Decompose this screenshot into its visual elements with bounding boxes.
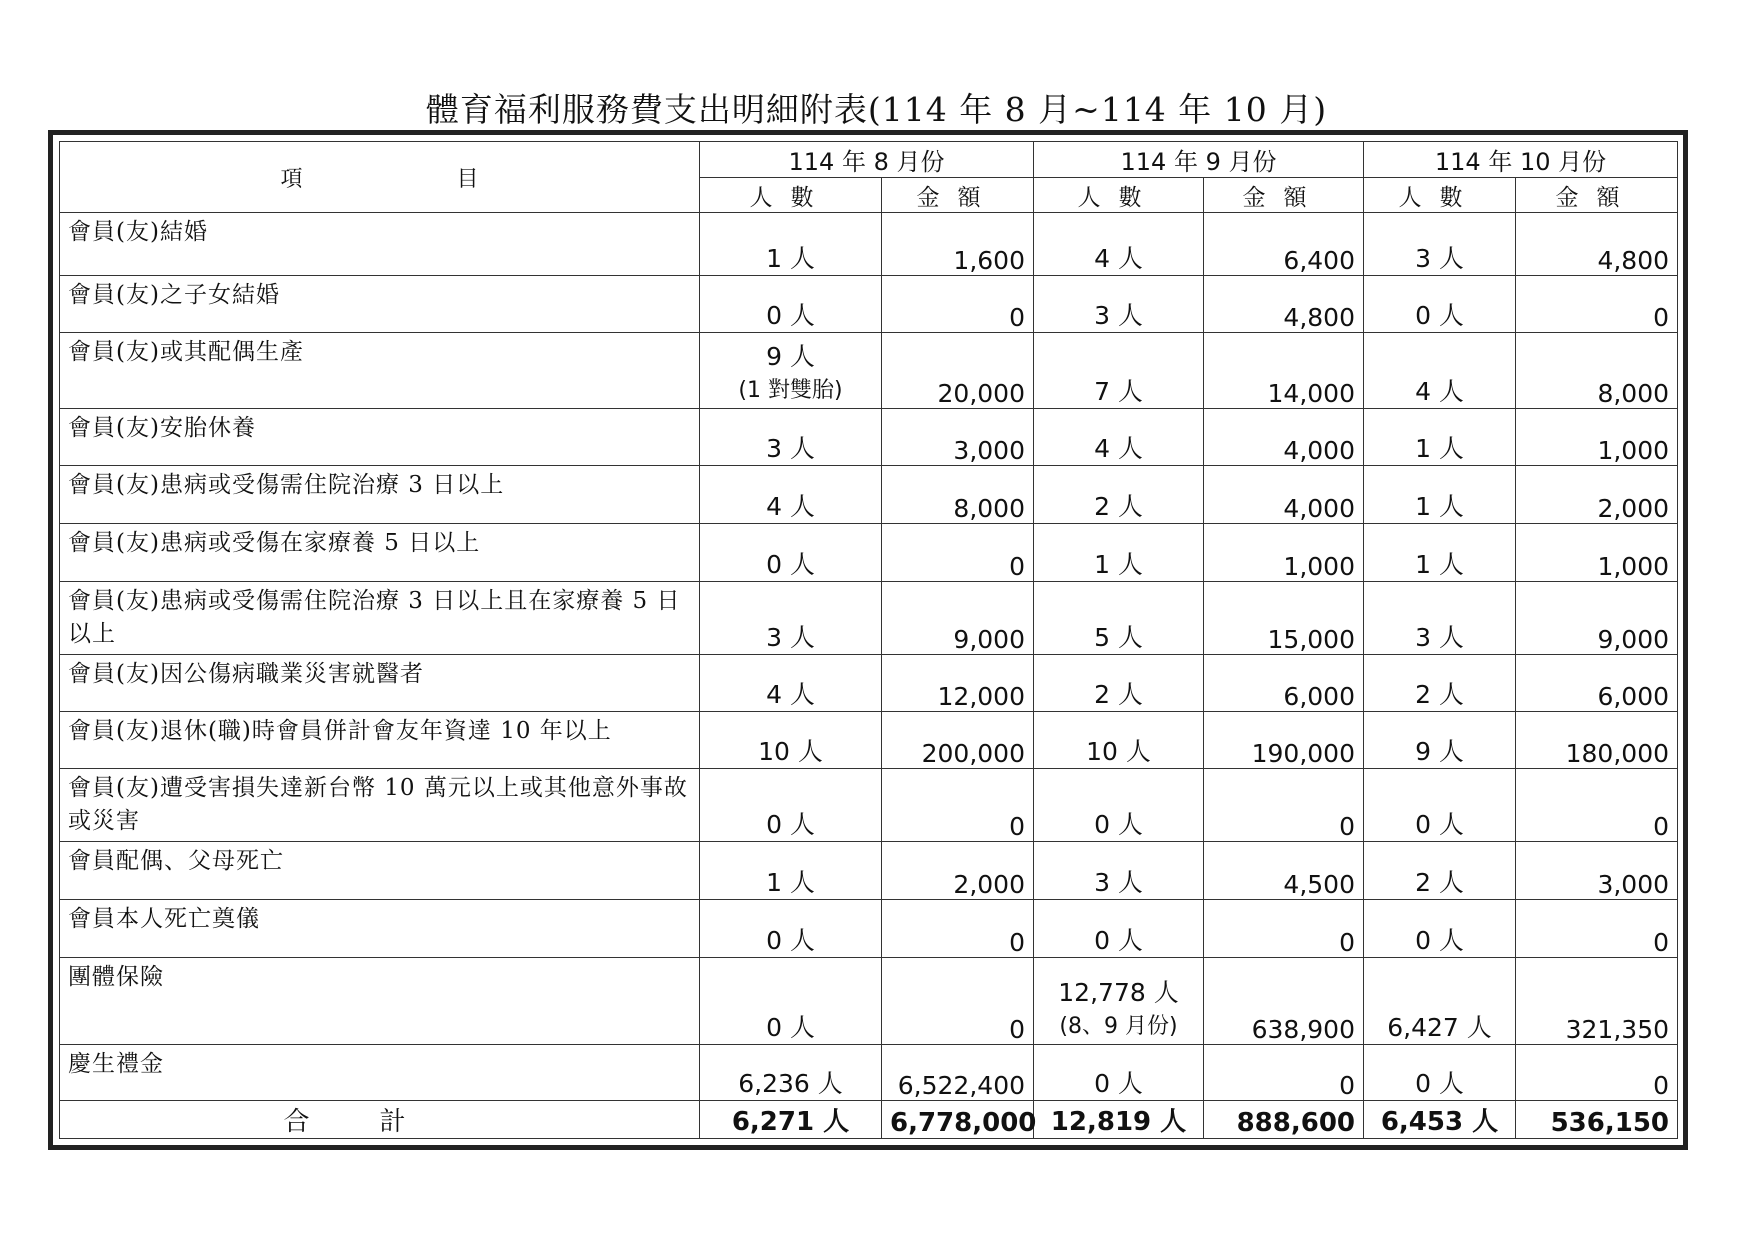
- row-item-label: 會員(友)退休(職)時會員併計會友年資達 10 年以上: [60, 712, 700, 769]
- count-oct: 1 人: [1364, 466, 1516, 524]
- row-item-label: 會員(友)結婚: [60, 213, 700, 276]
- amount-sep: 638,900: [1204, 957, 1364, 1044]
- table-row: [60, 712, 1678, 769]
- table-row: [60, 768, 1678, 841]
- amount-sep: 1,000: [1204, 524, 1364, 582]
- total-amount-sep: 888,600: [1204, 1101, 1364, 1139]
- amount-header: 金額: [1204, 178, 1364, 213]
- amount-aug: 9,000: [882, 582, 1034, 655]
- count-header: 人數: [1034, 178, 1204, 213]
- amount-oct: 1,000: [1516, 524, 1678, 582]
- amount-oct: 9,000: [1516, 582, 1678, 655]
- count-sep: 3 人: [1034, 276, 1204, 333]
- amount-aug: 0: [882, 276, 1034, 333]
- table-row: [60, 655, 1678, 712]
- table-body: [60, 213, 1678, 1101]
- count-sep: 2 人: [1034, 466, 1204, 524]
- amount-oct: 2,000: [1516, 466, 1678, 524]
- period-header-oct: 114 年 10 月份: [1364, 142, 1678, 178]
- row-item-label: 會員(友)或其配偶生產: [60, 333, 700, 408]
- amount-aug: 3,000: [882, 408, 1034, 466]
- amount-aug: 200,000: [882, 712, 1034, 769]
- amount-header: 金額: [882, 178, 1034, 213]
- amount-sep: 15,000: [1204, 582, 1364, 655]
- total-count-aug: 6,271 人: [700, 1101, 882, 1139]
- count-aug: 4 人: [700, 466, 882, 524]
- table-row: [60, 213, 1678, 276]
- count-oct: 3 人: [1364, 582, 1516, 655]
- count-oct: 0 人: [1364, 276, 1516, 333]
- amount-aug: 6,522,400: [882, 1045, 1034, 1101]
- total-count-sep: 12,819 人: [1034, 1101, 1204, 1139]
- count-oct: 9 人: [1364, 712, 1516, 769]
- count-aug: 0 人: [700, 899, 882, 957]
- amount-sep: 6,000: [1204, 655, 1364, 712]
- count-oct: 0 人: [1364, 899, 1516, 957]
- count-aug: 0 人: [700, 524, 882, 582]
- amount-sep: 6,400: [1204, 213, 1364, 276]
- count-sep: 7 人: [1034, 333, 1204, 408]
- amount-oct: 0: [1516, 768, 1678, 841]
- row-item-label: 團體保險: [60, 957, 700, 1044]
- count-oct: 1 人: [1364, 408, 1516, 466]
- row-item-label: 會員(友)患病或受傷需住院治療 3 日以上且在家療養 5 日以上: [60, 582, 700, 655]
- count-sep: 4 人: [1034, 213, 1204, 276]
- amount-oct: 3,000: [1516, 842, 1678, 900]
- amount-sep: 4,000: [1204, 408, 1364, 466]
- table-row: [60, 276, 1678, 333]
- count-sep: 0 人: [1034, 768, 1204, 841]
- row-item-label: 會員(友)患病或受傷在家療養 5 日以上: [60, 524, 700, 582]
- row-item-label: 會員(友)遭受害損失達新台幣 10 萬元以上或其他意外事故或災害: [60, 768, 700, 841]
- total-label: 合計: [60, 1101, 700, 1139]
- period-header-sep: 114 年 9 月份: [1034, 142, 1364, 178]
- amount-sep: 0: [1204, 768, 1364, 841]
- count-sep: 5 人: [1034, 582, 1204, 655]
- table-row: [60, 1045, 1678, 1101]
- count-oct: 4 人: [1364, 333, 1516, 408]
- amount-oct: 180,000: [1516, 712, 1678, 769]
- amount-aug: 0: [882, 899, 1034, 957]
- amount-oct: 1,000: [1516, 408, 1678, 466]
- count-header: 人數: [1364, 178, 1516, 213]
- row-item-label: 會員(友)因公傷病職業災害就醫者: [60, 655, 700, 712]
- total-amount-oct: 536,150: [1516, 1101, 1678, 1139]
- amount-oct: 0: [1516, 276, 1678, 333]
- amount-sep: 4,500: [1204, 842, 1364, 900]
- expense-table-frame: [48, 130, 1688, 1150]
- amount-aug: 0: [882, 768, 1034, 841]
- count-header: 人數: [700, 178, 882, 213]
- amount-sep: 0: [1204, 899, 1364, 957]
- row-item-label: 會員配偶、父母死亡: [60, 842, 700, 900]
- count-aug-value: 9 人: [766, 341, 815, 371]
- item-column-header: 項 目: [60, 142, 700, 213]
- count-sep: 1 人: [1034, 524, 1204, 582]
- count-aug: 3 人: [700, 408, 882, 466]
- count-aug: 10 人: [700, 712, 882, 769]
- total-amount-aug: 6,778,000: [882, 1101, 1034, 1139]
- count-oct: 2 人: [1364, 842, 1516, 900]
- count-sep: 0 人: [1034, 899, 1204, 957]
- amount-oct: 0: [1516, 1045, 1678, 1101]
- count-aug-note: (1 對雙胎): [738, 377, 843, 403]
- count-aug: 0 人: [700, 957, 882, 1044]
- count-sep-value: 12,778 人: [1058, 978, 1179, 1008]
- amount-aug: 20,000: [882, 333, 1034, 408]
- amount-aug: 2,000: [882, 842, 1034, 900]
- count-oct: 3 人: [1364, 213, 1516, 276]
- row-item-label: 會員(友)之子女結婚: [60, 276, 700, 333]
- table-row: [60, 466, 1678, 524]
- amount-oct: 4,800: [1516, 213, 1678, 276]
- count-aug: 0 人: [700, 768, 882, 841]
- amount-oct: 6,000: [1516, 655, 1678, 712]
- amount-header: 金額: [1516, 178, 1678, 213]
- expense-table: [59, 141, 1678, 1139]
- count-oct: 6,427 人: [1364, 957, 1516, 1044]
- period-header-aug: 114 年 8 月份: [700, 142, 1034, 178]
- row-item-label: 會員(友)安胎休養: [60, 408, 700, 466]
- amount-sep: 0: [1204, 1045, 1364, 1101]
- amount-sep: 4,800: [1204, 276, 1364, 333]
- table-row: [60, 842, 1678, 900]
- count-sep-note: (8、9 月份): [1059, 1014, 1178, 1040]
- total-row: [60, 1101, 1678, 1139]
- count-oct: 2 人: [1364, 655, 1516, 712]
- count-sep: [1034, 957, 1204, 1044]
- amount-aug: 0: [882, 957, 1034, 1044]
- amount-sep: 190,000: [1204, 712, 1364, 769]
- count-oct: 0 人: [1364, 1045, 1516, 1101]
- table-row: [60, 333, 1678, 408]
- table-row: [60, 899, 1678, 957]
- count-oct: 0 人: [1364, 768, 1516, 841]
- table-row: [60, 408, 1678, 466]
- count-aug: 4 人: [700, 655, 882, 712]
- amount-aug: 0: [882, 524, 1034, 582]
- total-count-oct: 6,453 人: [1364, 1101, 1516, 1139]
- count-aug: 3 人: [700, 582, 882, 655]
- table-row: [60, 524, 1678, 582]
- count-sep: 2 人: [1034, 655, 1204, 712]
- count-sep: 0 人: [1034, 1045, 1204, 1101]
- amount-sep: 4,000: [1204, 466, 1364, 524]
- count-sep: 10 人: [1034, 712, 1204, 769]
- row-item-label: 慶生禮金: [60, 1045, 700, 1101]
- count-oct: 1 人: [1364, 524, 1516, 582]
- document-title: 體育福利服務費支出明細附表(114 年 8 月~114 年 10 月): [425, 90, 1328, 129]
- table-row: [60, 582, 1678, 655]
- table-row: [60, 957, 1678, 1044]
- count-sep: 3 人: [1034, 842, 1204, 900]
- row-item-label: 會員本人死亡奠儀: [60, 899, 700, 957]
- amount-oct: 321,350: [1516, 957, 1678, 1044]
- row-item-label: 會員(友)患病或受傷需住院治療 3 日以上: [60, 466, 700, 524]
- amount-oct: 0: [1516, 899, 1678, 957]
- count-sep: 4 人: [1034, 408, 1204, 466]
- count-aug: [700, 333, 882, 408]
- count-aug: 1 人: [700, 842, 882, 900]
- count-aug: 0 人: [700, 276, 882, 333]
- amount-aug: 1,600: [882, 213, 1034, 276]
- amount-aug: 8,000: [882, 466, 1034, 524]
- amount-aug: 12,000: [882, 655, 1034, 712]
- amount-sep: 14,000: [1204, 333, 1364, 408]
- count-aug: 1 人: [700, 213, 882, 276]
- count-aug: 6,236 人: [700, 1045, 882, 1101]
- amount-oct: 8,000: [1516, 333, 1678, 408]
